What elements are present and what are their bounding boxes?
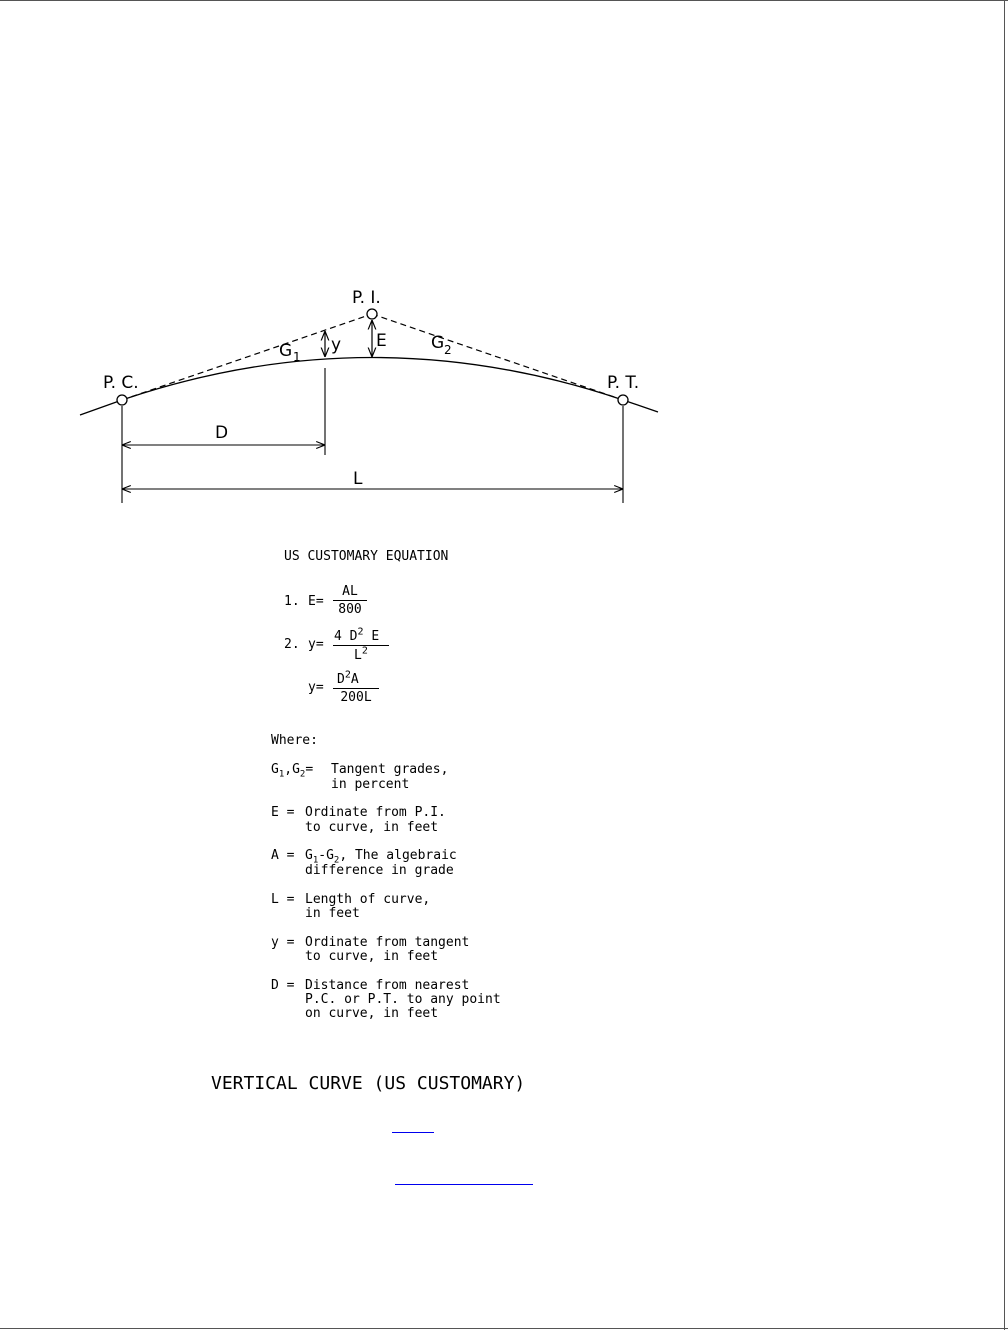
def-a-subscript-2: 2 (333, 855, 340, 866)
eq2-denominator: $L^2$ (354, 645, 368, 663)
y-label: y (331, 335, 342, 355)
pc-label: P. C. (103, 373, 139, 393)
def-e-line2: to curve, in feet (305, 820, 439, 835)
link-underline-1[interactable] (392, 1132, 434, 1133)
eq2-numerator-exponent: 2 (357, 626, 364, 638)
def-a-subscript-1: 1 (312, 855, 319, 866)
eq1-lhs: E= (308, 594, 324, 609)
def-g-line1: Tangent grades, (331, 762, 449, 777)
definitions-heading: Where: (271, 733, 318, 748)
eq3-numerator-exponent: 2 (344, 669, 351, 681)
eq3-fraction-bar (333, 688, 379, 689)
vertical-curve-diagram (0, 0, 1008, 520)
def-a-line1: $G_1-G_2$, The algebraic (305, 848, 457, 866)
eq2-denominator-exponent: 2 (361, 645, 368, 657)
def-y-line1: Ordinate from tangent (305, 935, 470, 950)
def-g-subscript-2: 2 (299, 769, 306, 780)
l-label: L (353, 469, 363, 489)
page-bottom-border (0, 1328, 1008, 1329)
eq1-fraction-bar (333, 600, 367, 601)
def-g-line2: in percent (331, 777, 410, 792)
d-label: D (215, 423, 229, 443)
def-y-line2: to curve, in feet (305, 949, 439, 964)
eq3-lhs: y= (308, 680, 324, 695)
def-l-line2: in feet (305, 906, 360, 921)
eq1-numerator: AL (342, 584, 358, 599)
pt-point (618, 395, 628, 405)
eq2-number: 2. (284, 637, 300, 652)
pi-label: P. I. (352, 288, 381, 308)
eq1-number: 1. (284, 594, 300, 609)
pi-point (367, 309, 377, 319)
def-d-line1: Distance from nearest (305, 978, 470, 993)
def-g-subscript-1: 1 (278, 769, 285, 780)
def-e-line1: Ordinate from P.I. (305, 805, 446, 820)
def-a-line2: difference in grade (305, 863, 454, 878)
g1-subscript: 1 (293, 350, 301, 364)
pc-point (117, 395, 127, 405)
def-a-term: A = (271, 848, 295, 863)
def-g-term: $G_1,G_2=$ (271, 762, 314, 780)
def-l-line1: Length of curve, (305, 892, 431, 907)
def-l-term: L = (271, 892, 295, 907)
e-label: E (376, 331, 387, 351)
def-e-term: E = (271, 805, 295, 820)
pt-label: P. T. (607, 373, 640, 393)
g2-label: G (431, 333, 445, 353)
curve-line (80, 358, 658, 416)
def-d-line2: P.C. or P.T. to any point (305, 992, 501, 1007)
def-y-term: y = (271, 935, 295, 950)
figure-title: VERTICAL CURVE (US CUSTOMARY) (211, 1073, 526, 1094)
tangent-g2-line (372, 314, 623, 400)
link-underline-2[interactable] (395, 1184, 533, 1185)
eq2-lhs: y= (308, 637, 324, 652)
eq3-denominator: 200L (340, 690, 372, 705)
eq3-numerator: $D^2A$ (337, 669, 359, 687)
g2-subscript: 2 (444, 343, 452, 357)
def-d-term: D = (271, 978, 295, 993)
def-d-line3: on curve, in feet (305, 1006, 439, 1021)
eq1-denominator: 800 (338, 602, 362, 617)
tangent-g1-line (122, 314, 372, 400)
eq2-numerator: 4 $D^2$ E (334, 626, 380, 644)
equation-heading: US CUSTOMARY EQUATION (284, 549, 449, 564)
g1-label: G (279, 341, 293, 361)
